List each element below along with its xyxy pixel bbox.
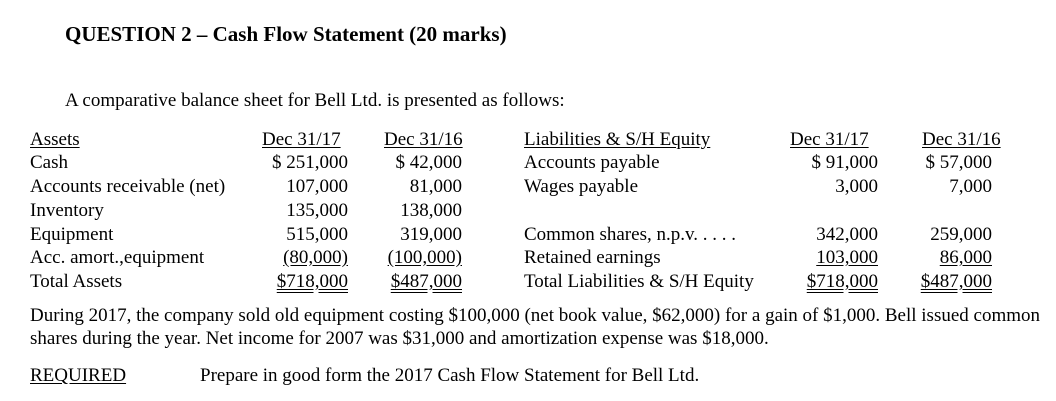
intro-text: A comparative balance sheet for Bell Ltd. is presented as follows:: [65, 90, 565, 111]
liabilities-col-2017: Dec 31/17: [790, 129, 869, 150]
required-text: Prepare in good form the 2017 Cash Flow Statement for Bell Ltd.: [200, 365, 700, 386]
question-title: QUESTION 2 – Cash Flow Statement (20 marks): [65, 22, 507, 46]
liabilities-col-2016: Dec 31/16: [922, 129, 1001, 150]
asset-row-2017: (80,000): [283, 247, 348, 268]
liability-row-label: Accounts payable: [524, 152, 660, 173]
liability-row-2016: $ 57,000: [925, 152, 992, 173]
asset-row-2016: 319,000: [400, 224, 462, 245]
liability-row-2017: 103,000: [816, 247, 878, 268]
liability-row-label: Common shares, n.p.v. . . . .: [524, 224, 736, 245]
liability-total-2017: $718,000: [806, 271, 878, 292]
liabilities-header: Liabilities & S/H Equity: [524, 129, 711, 150]
assets-col-2017: Dec 31/17: [262, 129, 341, 150]
asset-row-2016: (100,000): [387, 247, 462, 268]
liability-total-2016: $487,000: [920, 271, 992, 292]
liability-row-2016: 7,000: [949, 176, 992, 197]
liability-row-label: Wages payable: [524, 176, 638, 197]
asset-row-label: Inventory: [30, 200, 104, 221]
asset-row-2017: 107,000: [286, 176, 348, 197]
assets-col-2016: Dec 31/16: [384, 129, 463, 150]
liability-row-2016: 86,000: [939, 247, 992, 268]
asset-total-2017: $718,000: [276, 271, 348, 292]
description-paragraph: During 2017, the company sold old equipment costing $100,000 (net book value, $62,000) for a gain of $1,000. Bell issued common shares during the year. Net income for 2007 was $31,000 and amortization expense was $18,000.: [30, 305, 1041, 349]
liability-row-label: Retained earnings: [524, 247, 661, 268]
asset-row-2016: 138,000: [400, 200, 462, 221]
assets-header: Assets: [30, 129, 80, 150]
liability-row-2016: 259,000: [930, 224, 992, 245]
liability-row-2017: $ 91,000: [811, 152, 878, 173]
liability-total-label: Total Liabilities & S/H Equity: [524, 271, 754, 292]
asset-row-2016: 81,000: [409, 176, 462, 197]
asset-row-label: Acc. amort.,equipment: [30, 247, 205, 268]
asset-row-2017: 135,000: [286, 200, 348, 221]
asset-row-label: Equipment: [30, 224, 114, 245]
asset-total-2016: $487,000: [390, 271, 462, 292]
required-label: REQUIRED: [30, 365, 127, 386]
liability-row-2017: 3,000: [835, 176, 878, 197]
asset-row-2017: 515,000: [286, 224, 348, 245]
liability-row-2017: 342,000: [816, 224, 878, 245]
asset-row-2016: $ 42,000: [395, 152, 462, 173]
asset-row-label: Cash: [30, 152, 68, 173]
asset-total-label: Total Assets: [30, 271, 123, 292]
asset-row-2017: $ 251,000: [272, 152, 348, 173]
asset-row-label: Accounts receivable (net): [30, 176, 226, 197]
